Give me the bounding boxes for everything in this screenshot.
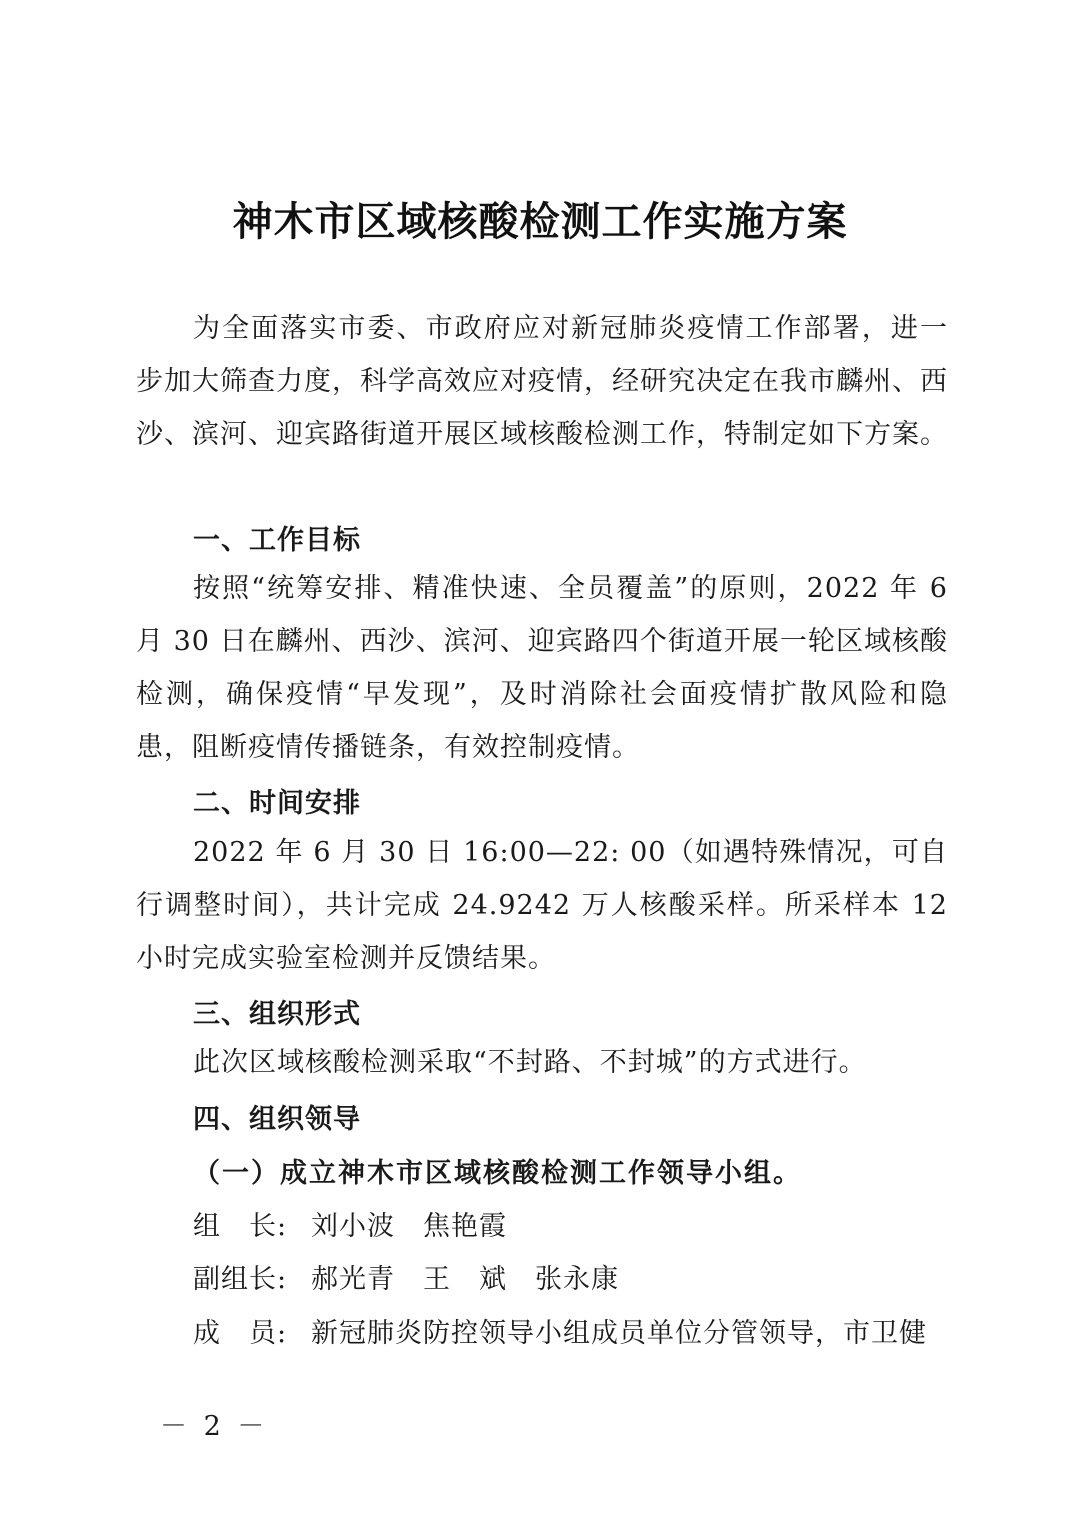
document-title: 神木市区域核酸检测工作实施方案	[232, 199, 848, 245]
leader-line	[193, 1204, 507, 1243]
deputy-names: 郝光青 王 斌 张永康	[311, 1264, 619, 1295]
members-text: 新冠肺炎防控领导小组成员单位分管领导，市卫健	[311, 1318, 927, 1349]
members-label: 成 员:	[193, 1318, 288, 1349]
deputy-line	[193, 1257, 619, 1296]
section-3-heading: 三、组织形式	[193, 999, 361, 1030]
section-4-heading: 四、组织领导	[193, 1104, 361, 1135]
intro-paragraph: 为全面落实市委、市政府应对新冠肺炎疫情工作部署，进一步加大筛查力度，科学高效应对疫情，经研究决定在我市麟州、西沙、滨河、迎宾路街道开展区域核酸检测工作，特制定如下方案。	[136, 313, 948, 450]
page-number: － 2 －	[160, 1411, 269, 1442]
leader-label: 组 长:	[193, 1211, 288, 1242]
members-line	[193, 1311, 927, 1350]
section-1-paragraph: 按照“统筹安排、精准快速、全员覆盖”的原则，2022 年 6 月 30 日在麟州、西沙、滨河、迎宾路四个街道开展一轮区域核酸检测，确保疫情“早发现”，及时消除社会面疫情扩散风险和隐患，阻断疫情传播链条，有效控制疫情。	[136, 573, 948, 763]
section-4-subheading: （一）成立神木市区域核酸检测工作领导小组。	[193, 1158, 802, 1189]
section-3-paragraph: 此次区域核酸检测采取“不封路、不封城”的方式进行。	[193, 1047, 867, 1078]
leader-names: 刘小波 焦艳霞	[311, 1211, 507, 1242]
section-2-heading: 二、时间安排	[193, 788, 361, 819]
deputy-label: 副组长:	[193, 1264, 288, 1295]
section-2-paragraph: 2022 年 6 月 30 日 16:00—22: 00（如遇特殊情况，可自行调整时间），共计完成 24.9242 万人核酸采样。所采样本 12 小时完成实验室检测并反馈结果。	[136, 837, 948, 974]
section-1-heading: 一、工作目标	[193, 525, 361, 556]
